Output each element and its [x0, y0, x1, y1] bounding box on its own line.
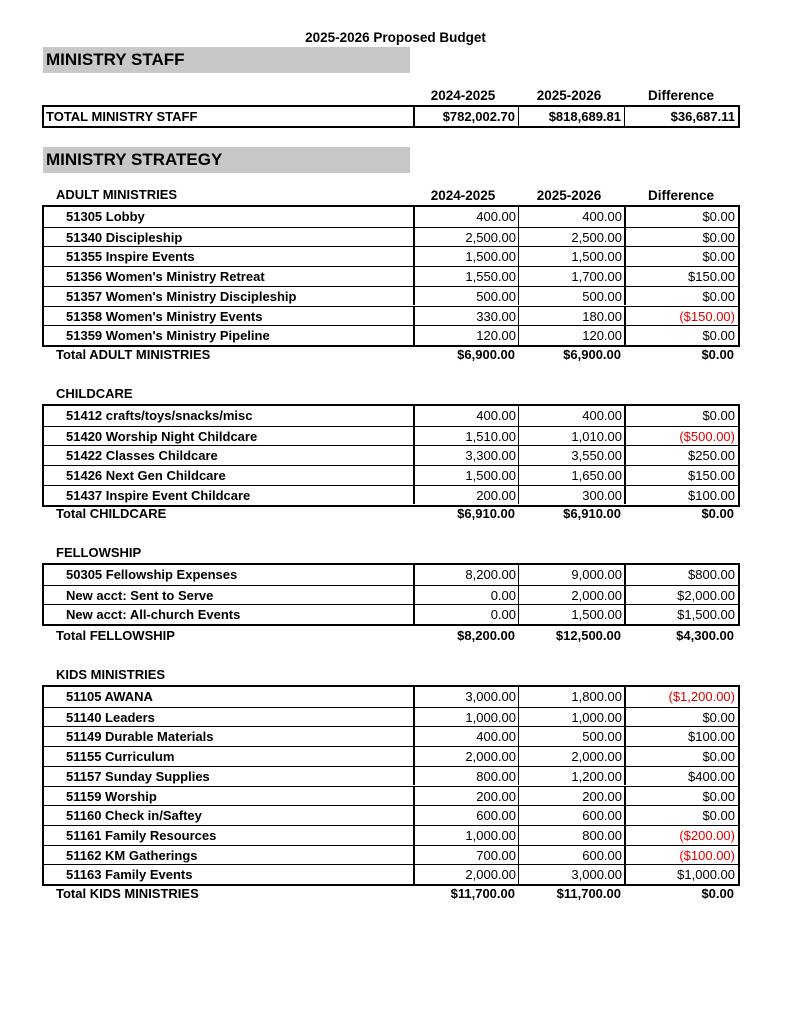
value-2025-2026: 9,000.00 [519, 565, 625, 585]
value-2025-2026: 2,500.00 [519, 228, 625, 247]
row-label: 51157 Sunday Supplies [66, 768, 210, 784]
row-label: 51426 Next Gen Childcare [66, 468, 226, 484]
section-header-ministry-staff: MINISTRY STAFF [43, 47, 410, 73]
value-difference: $1,500.00 [625, 605, 738, 624]
row-label: 51412 crafts/toys/snacks/misc [66, 408, 253, 423]
row-label: 51162 KM Gatherings [66, 847, 198, 863]
value-2024-2025: 1,000.00 [413, 708, 519, 727]
total-childcare-row [42, 504, 740, 524]
table-row [44, 465, 738, 485]
kids-ministries-table [42, 685, 740, 886]
total-2025-2026: $12,500.00 [555, 628, 621, 643]
value-2025-2026: 1,500.00 [519, 605, 625, 624]
column-header-2024-2025: 2024-2025 [430, 88, 496, 103]
value-2024-2025: 800.00 [413, 767, 519, 786]
value-2024-2025: 120.00 [413, 326, 519, 345]
page-title: 2025-2026 Proposed Budget [305, 30, 486, 45]
total-2025-2026: $11,700.00 [556, 886, 621, 901]
value-2024-2025: 1,510.00 [413, 427, 519, 446]
value-2024-2025: 8,200.00 [413, 565, 519, 585]
value-difference: $100.00 [625, 727, 738, 746]
table-row [44, 406, 738, 426]
value-difference: $150.00 [625, 466, 738, 485]
value-difference: $250.00 [625, 446, 738, 465]
value-difference: $0.00 [625, 287, 738, 306]
column-header-difference: Difference [647, 88, 715, 103]
column-header-2025-2026: 2025-2026 [536, 188, 602, 203]
value-difference: $800.00 [625, 565, 738, 585]
value-2025-2026: 500.00 [519, 727, 625, 746]
value-2024-2025: 3,300.00 [413, 446, 519, 465]
value-difference: $0.00 [625, 806, 738, 825]
value-2025-2026: 200.00 [519, 787, 625, 806]
row-label: 51340 Discipleship [66, 229, 183, 245]
row-label: TOTAL MINISTRY STAFF [46, 109, 198, 124]
value-difference: $0.00 [625, 228, 738, 247]
value-difference: $0.00 [625, 326, 738, 345]
table-row [44, 766, 738, 786]
value-2025-2026: 3,550.00 [519, 446, 625, 465]
value-difference: $0.00 [625, 247, 738, 266]
row-label: 50305 Fellowship Expenses [66, 567, 238, 582]
value-2024-2025: 600.00 [413, 806, 519, 825]
section-header-ministry-strategy: MINISTRY STRATEGY [43, 147, 410, 173]
value-difference: $0.00 [625, 406, 738, 426]
row-label: 51437 Inspire Event Childcare [66, 487, 251, 503]
value-2024-2025: 400.00 [413, 406, 519, 426]
total-2024-2025: $8,200.00 [457, 628, 515, 643]
value-2024-2025: 0.00 [413, 586, 519, 605]
value-2024-2025: 1,550.00 [413, 267, 519, 286]
value-2024-2025: 3,000.00 [413, 687, 519, 707]
table-row [44, 227, 738, 247]
value-difference: ($150.00) [625, 307, 738, 326]
row-label: New acct: All-church Events [66, 607, 241, 623]
value-2025-2026: 3,000.00 [519, 865, 625, 884]
value-2024-2025: 500.00 [413, 287, 519, 306]
value-difference: ($1,200.00) [625, 687, 738, 707]
table-row [44, 207, 738, 227]
row-label: 51305 Lobby [66, 209, 145, 224]
childcare-table [42, 404, 740, 507]
value-2024-2025: 200.00 [413, 787, 519, 806]
row-label: 51420 Worship Night Childcare [66, 428, 258, 444]
row-label: 51160 Check in/Saftey [66, 808, 202, 824]
row-label: 51161 Family Resources [66, 827, 217, 843]
table-row [44, 325, 738, 345]
value-2025-2026: 1,800.00 [519, 687, 625, 707]
value-difference: $150.00 [625, 267, 738, 286]
group-title-fellowship: FELLOWSHIP [56, 545, 142, 560]
value-2024-2025: 1,500.00 [413, 466, 519, 485]
table-row [44, 565, 738, 585]
total-2025-2026: $6,900.00 [563, 347, 621, 362]
value-2025-2026: 800.00 [519, 826, 625, 845]
total-difference: $0.00 [701, 347, 734, 362]
value-difference: $0.00 [625, 787, 738, 806]
table-row [44, 266, 738, 286]
row-label: 51105 AWANA [66, 689, 153, 704]
total-difference: $4,300.00 [676, 628, 734, 643]
value-2024-2025: 400.00 [413, 207, 519, 227]
total-fellowship-row [42, 626, 740, 646]
row-label: 51356 Women's Ministry Retreat [66, 269, 265, 285]
value-2025-2026: 120.00 [519, 326, 625, 345]
total-label: Total FELLOWSHIP [56, 628, 175, 643]
total-label: Total KIDS MINISTRIES [56, 886, 199, 901]
total-kids-ministries-row [42, 884, 740, 904]
row-label: 51422 Classes Childcare [66, 448, 218, 464]
value-2025-2026: 2,000.00 [519, 747, 625, 766]
value-2025-2026: 1,010.00 [519, 427, 625, 446]
value-2025-2026: 300.00 [519, 486, 625, 505]
table-row [44, 805, 738, 825]
adult-ministries-table [42, 205, 740, 347]
value-difference: $0.00 [625, 708, 738, 727]
table-row [44, 445, 738, 465]
value-difference: $2,000.00 [625, 586, 738, 605]
group-title-adult-ministries: ADULT MINISTRIES [56, 187, 178, 202]
table-row [44, 585, 738, 605]
value-2025-2026: 600.00 [519, 806, 625, 825]
table-row [44, 306, 738, 326]
value-2024-2025: 2,500.00 [413, 228, 519, 247]
row-label: 51159 Worship [66, 788, 157, 804]
value-2024-2025: $782,002.70 [413, 107, 519, 126]
value-2025-2026: 1,650.00 [519, 466, 625, 485]
value-difference: $400.00 [625, 767, 738, 786]
table-row [44, 746, 738, 766]
table-row [44, 726, 738, 746]
table-row [44, 485, 738, 505]
total-ministry-staff-row [42, 105, 740, 128]
value-difference: $0.00 [625, 747, 738, 766]
row-label: 51358 Women's Ministry Events [66, 308, 263, 324]
table-row [44, 707, 738, 727]
value-2024-2025: 2,000.00 [413, 747, 519, 766]
total-2024-2025: $6,910.00 [457, 506, 515, 521]
row-label: 51149 Durable Materials [66, 729, 214, 745]
value-2024-2025: 2,000.00 [413, 865, 519, 884]
value-2025-2026: 1,500.00 [519, 247, 625, 266]
total-2025-2026: $6,910.00 [563, 506, 621, 521]
row-label: 51357 Women's Ministry Discipleship [66, 288, 297, 304]
row-label: New acct: Sent to Serve [66, 587, 214, 603]
group-title-kids-ministries: KIDS MINISTRIES [56, 667, 166, 682]
value-2025-2026: 180.00 [519, 307, 625, 326]
value-difference: $0.00 [625, 207, 738, 227]
value-2024-2025: 1,500.00 [413, 247, 519, 266]
value-2025-2026: 1,000.00 [519, 708, 625, 727]
value-2025-2026: 600.00 [519, 846, 625, 865]
total-difference: $0.00 [701, 886, 734, 901]
total-label: Total ADULT MINISTRIES [56, 347, 211, 362]
table-row [44, 845, 738, 865]
table-row [44, 246, 738, 266]
value-2025-2026: 1,700.00 [519, 267, 625, 286]
total-difference: $0.00 [701, 506, 734, 521]
value-2025-2026: 1,200.00 [519, 767, 625, 786]
total-adult-ministries-row [42, 345, 740, 365]
table-row [44, 864, 738, 884]
value-difference: ($500.00) [625, 427, 738, 446]
value-2025-2026: 500.00 [519, 287, 625, 306]
value-difference: $1,000.00 [625, 865, 738, 884]
value-2024-2025: 1,000.00 [413, 826, 519, 845]
value-difference: ($200.00) [625, 826, 738, 845]
value-2024-2025: 200.00 [413, 486, 519, 505]
row-label: 51155 Curriculum [66, 749, 175, 765]
table-row [44, 786, 738, 806]
column-header-2025-2026: 2025-2026 [536, 88, 602, 103]
value-2025-2026: 400.00 [519, 207, 625, 227]
row-label: 51355 Inspire Events [66, 249, 195, 265]
value-difference: ($100.00) [625, 846, 738, 865]
column-header-difference: Difference [647, 188, 715, 203]
value-2024-2025: 400.00 [413, 727, 519, 746]
value-2024-2025: 700.00 [413, 846, 519, 865]
column-header-2024-2025: 2024-2025 [430, 188, 496, 203]
table-row [44, 286, 738, 306]
value-2025-2026: $818,689.81 [519, 107, 625, 126]
value-2024-2025: 330.00 [413, 307, 519, 326]
table-row [44, 825, 738, 845]
table-row [44, 687, 738, 707]
value-difference: $100.00 [625, 486, 738, 505]
value-2024-2025: 0.00 [413, 605, 519, 624]
fellowship-table [42, 563, 740, 626]
value-difference: $36,687.11 [670, 109, 735, 124]
total-label: Total CHILDCARE [56, 506, 167, 521]
table-row [44, 604, 738, 624]
total-2024-2025: $6,900.00 [457, 347, 515, 362]
row-label: 51359 Women's Ministry Pipeline [66, 328, 270, 344]
value-2025-2026: 400.00 [519, 406, 625, 426]
row-label: 51140 Leaders [66, 709, 155, 725]
table-row [44, 426, 738, 446]
value-2025-2026: 2,000.00 [519, 586, 625, 605]
row-label: 51163 Family Events [66, 867, 193, 883]
total-2024-2025: $11,700.00 [450, 886, 515, 901]
group-title-childcare: CHILDCARE [56, 386, 133, 401]
